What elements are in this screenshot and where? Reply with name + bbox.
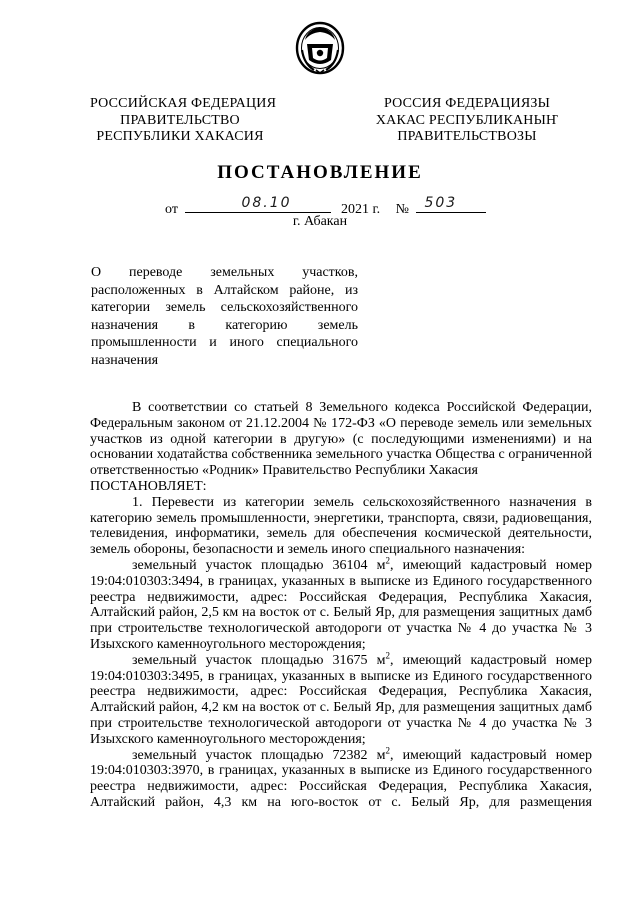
plot-unit-sup: 2 xyxy=(385,555,390,566)
plot-paragraph xyxy=(90,555,592,653)
plot-text-start: земельный участок площадью 31675 м xyxy=(132,652,386,668)
header-left-line-1: РОССИЙСКАЯ ФЕДЕРАЦИЯ xyxy=(90,96,277,111)
header-right-line-2: ХАКАС РЕСПУБЛИКАНЫҤ xyxy=(375,112,559,128)
paragraph-basis: В соответствии со статьей 8 Земельного кодекса Российской Федерации, Федеральным законом от 21.12.2004 № 172-ФЗ «О переводе земель или земельных участков из одной категории в другую» (с последующими изменениями) и на основании ходатайства собственника земельного участка Общества с ограниченной ответственностью «Родник» Правительство Республики Хакасия xyxy=(90,400,592,479)
document-body xyxy=(90,400,592,811)
header-left xyxy=(90,96,277,146)
date-prefix: от xyxy=(165,202,178,217)
header-left-line-2: ПРАВИТЕЛЬСТВО xyxy=(120,112,240,128)
number-handwritten: 503 xyxy=(424,195,458,211)
decree-word: ПОСТАНОВЛЯЕТ: xyxy=(90,478,207,494)
plot-text-rest: , имеющий кадастровый номер 19:04:010303:3495, в границах, указанных в выписке из Единого государственного реестра недвижимости, адрес: Российская Федерация, Республика Хакасия, Алтайский район, 4,2 км на восток от с. Белый Яр, для размещения защитных дамб при строительстве технологической автодороги от участка № 4 до участка № 3 Изыхского каменноугольного месторождения; xyxy=(90,652,592,747)
plot-unit-sup: 2 xyxy=(385,650,390,661)
plot-text-rest: , имеющий кадастровый номер 19:04:010303:3970, в границах, указанных в выписке из Единого государственного реестра недвижимости, адрес: Российская Федерация, Республика Хакасия, Алтайский район, 4,3 км на юго-восток от с. Белый Яр, для размещения xyxy=(90,747,592,810)
document-title: ПОСТАНОВЛЕНИЕ xyxy=(217,162,423,183)
coat-of-arms-emblem-icon xyxy=(294,20,346,76)
plot-paragraph xyxy=(90,650,592,748)
plot-unit-sup: 2 xyxy=(385,744,390,755)
header-right-line-3: ПРАВИТЕЛЬСТВОЗЫ xyxy=(397,129,537,144)
date-field xyxy=(185,195,331,213)
city: г. Абакан xyxy=(292,214,348,229)
year-label: 2021 г. xyxy=(340,202,381,217)
plot-paragraph xyxy=(90,744,592,811)
header-right-line-1: РОССИЯ ФЕДЕРАЦИЯЗЫ xyxy=(383,96,551,111)
header-right xyxy=(372,96,562,146)
plot-text-rest: , имеющий кадастровый номер 19:04:010303:3494, в границах, указанных в выписке из Единого государственного реестра недвижимости, адрес: Российская Федерация, Республика Хакасия, Алтайский район, 2,5 км на восток от с. Белый Яр, для размещения защитных дамб при строительстве технологической автодороги от участка № 4 до участка № 3 Изыхского каменноугольного месторождения; xyxy=(90,557,592,652)
number-sign: № xyxy=(395,202,409,217)
decree-subject: О переводе земельных участков, расположенных в Алтайском районе, из категории земель сельскохозяйственного назначения в категорию земель промышленности и иного специального назначения xyxy=(91,265,358,368)
number-field xyxy=(416,195,486,213)
header-left-line-3: РЕСПУБЛИКИ ХАКАСИЯ xyxy=(96,129,264,144)
plot-text-start: земельный участок площадью 72382 м xyxy=(132,747,386,763)
plot-text-start: земельный участок площадью 36104 м xyxy=(132,557,386,573)
paragraph-item-1: 1. Перевести из категории земель сельскохозяйственного назначения в категорию земель промышленности, энергетики, транспорта, связи, радиовещания, телевидения, информатики, земель для обеспечения космической деятельности, земель обороны, безопасности и земель иного специального назначения: xyxy=(90,494,592,558)
date-handwritten: 08.10 xyxy=(241,195,292,211)
